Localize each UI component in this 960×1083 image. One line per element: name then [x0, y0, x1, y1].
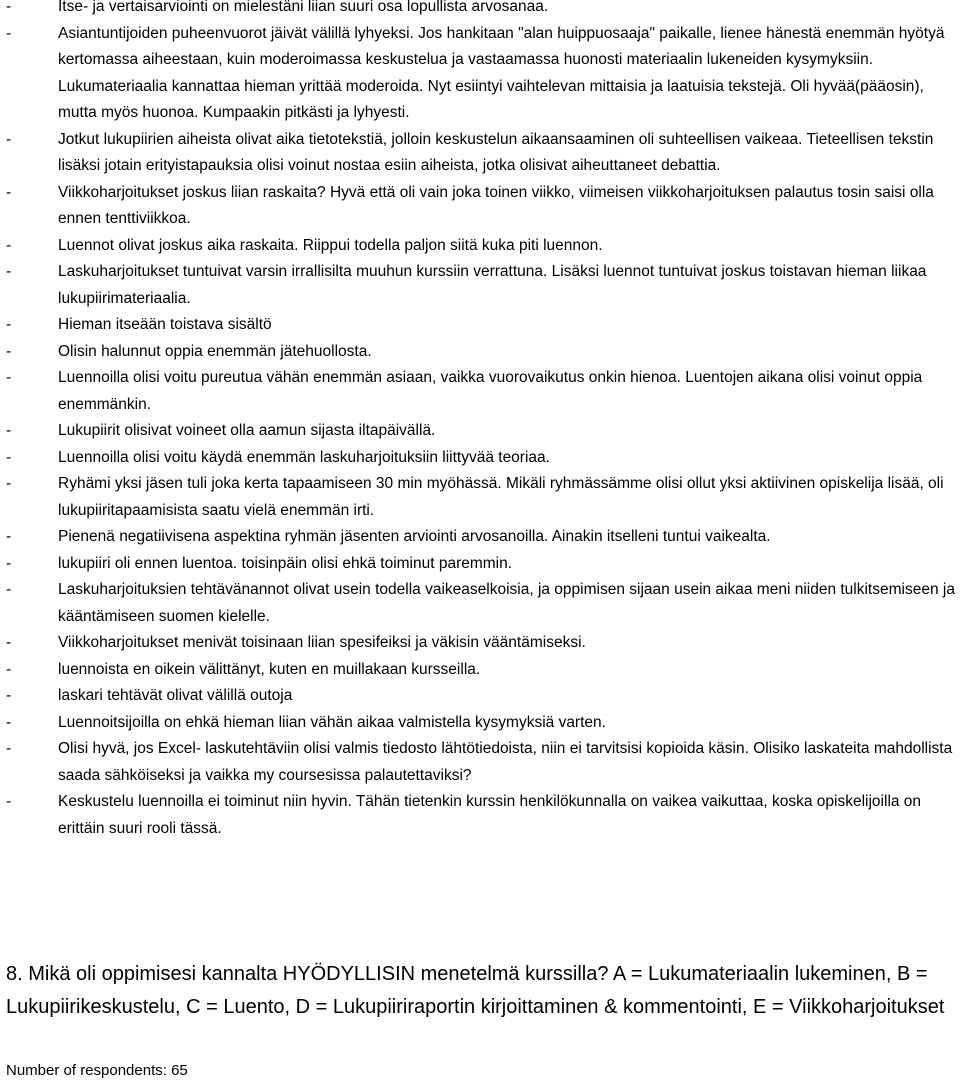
bullet-dash: -	[6, 528, 12, 545]
feedback-item	[6, 789, 956, 842]
bullet-dash: -	[6, 475, 12, 492]
bullet-dash: -	[6, 634, 12, 651]
feedback-item	[6, 551, 956, 578]
bullet-dash: -	[6, 448, 12, 466]
feedback-text: luennoista en oikein välittänyt, kuten en muillakaan kursseilla.	[58, 660, 481, 678]
feedback-text: Hieman itseään toistava sisältö	[58, 316, 272, 333]
bullet-dash: -	[6, 713, 12, 731]
bullet-dash: -	[6, 236, 12, 254]
feedback-item	[6, 683, 956, 710]
feedback-item	[6, 365, 956, 418]
bullet-dash: -	[6, 422, 12, 439]
bullet-dash: -	[6, 687, 12, 704]
feedback-item	[6, 233, 956, 260]
feedback-item	[6, 180, 956, 233]
feedback-item	[6, 524, 956, 551]
feedback-text: laskari tehtävät olivat välillä outoja	[58, 687, 293, 704]
feedback-text: Luennoilla olisi voitu pureutua vähän enemmän asiaan, vaikka vuorovaikutus onkin hienoa. Luentojen aikana olisi voinut oppia enemmänkin.	[58, 369, 923, 413]
feedback-item	[6, 339, 956, 366]
bullet-dash: -	[6, 183, 12, 201]
feedback-text: lukupiiri oli ennen luentoa. toisinpäin olisi ehkä toiminut paremmin.	[58, 554, 513, 572]
bullet-dash: -	[6, 316, 12, 333]
feedback-item	[6, 0, 956, 21]
feedback-item	[6, 127, 956, 180]
feedback-text: Luennoilla olisi voitu käydä enemmän laskuharjoituksiin liittyvää teoriaa.	[58, 448, 550, 466]
feedback-text: Luennoitsijoilla on ehkä hieman liian vähän aikaa valmistella kysymyksiä varten.	[58, 713, 606, 731]
feedback-item	[6, 21, 956, 127]
feedback-text: Viikkoharjoitukset menivät toisinaan liian spesifeiksi ja väkisin vääntämiseksi.	[58, 634, 586, 651]
bullet-dash: -	[6, 342, 12, 360]
respondent-count: Number of respondents: 65	[6, 1062, 188, 1079]
feedback-item	[6, 736, 956, 789]
bullet-dash: -	[6, 740, 12, 757]
feedback-text: Luennot olivat joskus aika raskaita. Riippui todella paljon siitä kuka piti luennon.	[58, 236, 603, 254]
bullet-dash: -	[6, 24, 12, 42]
feedback-list	[6, 0, 956, 842]
feedback-item	[6, 312, 956, 339]
feedback-item	[6, 471, 956, 524]
bullet-dash: -	[6, 263, 12, 280]
feedback-text: Olisi hyvä, jos Excel- laskutehtäviin olisi valmis tiedosto lähtötiedoista, niin ei tarvitsisi kopioida käsin. Olisiko laskateita mahdollista saada sähköiseksi ja vaikka my coursesissa palautettaviksi?	[58, 740, 953, 784]
feedback-text: Keskustelu luennoilla ei toiminut niin hyvin. Tähän tietenkin kurssin henkilökunnalla on vaikea vaikuttaa, koska opiskelijoilla on erittäin suuri rooli tässä.	[58, 793, 922, 837]
feedback-item	[6, 445, 956, 472]
feedback-text: Olisin halunnut oppia enemmän jätehuollosta.	[58, 342, 372, 360]
feedback-item	[6, 630, 956, 657]
feedback-text: Pienenä negatiivisena aspektina ryhmän jäsenten arviointi arvosanoilla. Ainakin itselleni tuntui vaikealta.	[58, 528, 771, 545]
bullet-dash: -	[6, 554, 12, 572]
feedback-item	[6, 577, 956, 630]
feedback-item	[6, 418, 956, 445]
feedback-text: Laskuharjoituksien tehtävänannot olivat usein todella vaikeaselkoisia, ja oppimisen sijaan usein aikaa meni niiden tulkitsemiseen ja kääntämiseen suomen kielelle.	[58, 581, 955, 625]
bullet-dash: -	[6, 0, 12, 15]
feedback-text: Jotkut lukupiirien aiheista olivat aika tietotekstiä, jolloin keskustelun aikaansaaminen oli suhteellisen vaikeaa. Tieteellisen tekstin lisäksi jotain erityistapauksia olisi voinut nostaa esiin aiheista, jotka olisivat aiheuttaneet debattia.	[58, 130, 934, 174]
feedback-text: Lukupiirit olisivat voineet olla aamun sijasta iltapäivällä.	[58, 422, 436, 439]
bullet-dash: -	[6, 793, 12, 810]
question-heading: 8. Mikä oli oppimisesi kannalta HYÖDYLLISIN menetelmä kurssilla? A = Lukumateriaalin lukeminen, B = Lukupiirikeskustelu, C = Luento, D = Lukupiiriraportin kirjoittaminen & kommentointi, E = Viikkoharjoitukset	[6, 963, 945, 1018]
bullet-dash: -	[6, 660, 12, 678]
feedback-text: Itse- ja vertaisarviointi on mielestäni liian suuri osa lopullista arvosanaa.	[58, 0, 549, 15]
feedback-text: Laskuharjoitukset tuntuivat varsin irrallisilta muuhun kurssiin verrattuna. Lisäksi luennot tuntuivat joskus toistavan hieman liikaa lukupiirimateriaalia.	[58, 263, 927, 307]
bullet-dash: -	[6, 581, 12, 598]
feedback-text: Viikkoharjoitukset joskus liian raskaita? Hyvä että oli vain joka toinen viikko, viimeisen viikkoharjoituksen palautus tosin saisi olla ennen tenttiviikkoa.	[58, 183, 934, 227]
feedback-text: Asiantuntijoiden puheenvuorot jäivät välillä lyhyeksi. Jos hankitaan "alan huippuosaaja" paikalle, lienee hänestä enemmän hyötyä kertomassa aiheestaan, kuin moderoimassa keskustelua ja vastaamassa huonosti materiaalin lukeneiden kysymyksiin. Lukumateriaalia kannattaa hieman yrittää moderoida. Nyt esiintyi vaihtelevan mittaisia ja laatuisia tekstejä. Oli hyvää(pääosin), mutta myös huonoa. Kumpaakin pitkästi ja lyhyesti.	[58, 24, 945, 121]
feedback-item	[6, 657, 956, 684]
bullet-dash: -	[6, 369, 12, 386]
feedback-text: Ryhämi yksi jäsen tuli joka kerta tapaamiseen 30 min myöhässä. Mikäli ryhmässämme olisi ollut yksi aktiivinen opiskelija lisää, oli lukupiiritapaamisista saatu vielä enemmän irti.	[58, 475, 944, 519]
feedback-item	[6, 259, 956, 312]
bullet-dash: -	[6, 130, 12, 148]
feedback-item	[6, 710, 956, 737]
